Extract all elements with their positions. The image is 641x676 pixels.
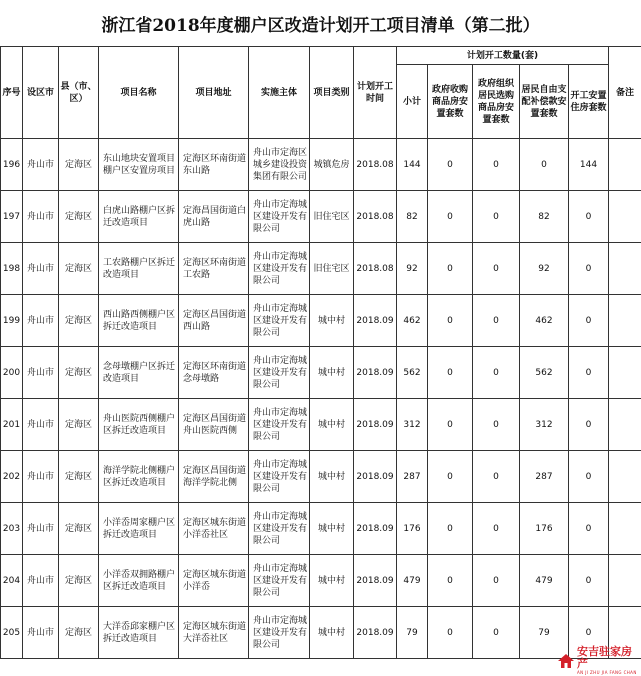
house-logo-icon	[557, 652, 575, 670]
row-plan-time: 2018.09	[354, 451, 397, 503]
row-gov-organized: 0	[473, 399, 520, 451]
row-project-name: 大洋岙邱家棚户区拆迁改造项目	[99, 607, 179, 659]
row-entity: 舟山市定海城区建设开发有限公司	[249, 607, 310, 659]
row-subtotal: 92	[397, 243, 428, 295]
project-table	[0, 46, 641, 659]
row-start-housing: 0	[569, 399, 609, 451]
row-subtotal: 79	[397, 607, 428, 659]
row-project-name: 白虎山路棚户区拆迁改造项目	[99, 191, 179, 243]
header-entity: 实施主体	[249, 47, 310, 139]
row-start-housing: 0	[569, 243, 609, 295]
row-self-purchase: 176	[520, 503, 569, 555]
row-project-name: 东山地块安置项目棚户区安置房项目	[99, 139, 179, 191]
row-gov-purchase: 0	[428, 399, 473, 451]
row-plan-time: 2018.09	[354, 503, 397, 555]
row-plan-time: 2018.09	[354, 555, 397, 607]
row-city: 舟山市	[23, 503, 59, 555]
row-entity: 舟山市定海城区建设开发有限公司	[249, 503, 310, 555]
header-county: 县（市、区）	[59, 47, 99, 139]
row-city: 舟山市	[23, 295, 59, 347]
row-category: 城中村	[310, 555, 354, 607]
table-row	[1, 347, 641, 399]
row-entity: 舟山市定海城区建设开发有限公司	[249, 243, 310, 295]
row-self-purchase: 562	[520, 347, 569, 399]
row-gov-purchase: 0	[428, 243, 473, 295]
row-entity: 舟山市定海城区建设开发有限公司	[249, 451, 310, 503]
row-project-name: 念母墩棚户区拆迁改造项目	[99, 347, 179, 399]
header-category: 项目类别	[310, 47, 354, 139]
row-remark	[609, 555, 641, 607]
row-self-purchase: 82	[520, 191, 569, 243]
watermark-text: 安吉驻家房产	[577, 646, 639, 670]
row-gov-purchase: 0	[428, 607, 473, 659]
row-gov-purchase: 0	[428, 347, 473, 399]
row-seq: 200	[1, 347, 23, 399]
row-category: 城中村	[310, 503, 354, 555]
header-address: 项目地址	[179, 47, 249, 139]
row-seq: 199	[1, 295, 23, 347]
row-entity: 舟山市定海城区建设开发有限公司	[249, 347, 310, 399]
row-city: 舟山市	[23, 139, 59, 191]
row-seq: 197	[1, 191, 23, 243]
row-county: 定海区	[59, 555, 99, 607]
row-entity: 舟山市定海城区建设开发有限公司	[249, 555, 310, 607]
row-subtotal: 462	[397, 295, 428, 347]
row-subtotal: 312	[397, 399, 428, 451]
table-row	[1, 191, 641, 243]
header-plan-group: 计划开工数量(套)	[397, 47, 609, 65]
row-remark	[609, 347, 641, 399]
row-project-name: 西山路西侧棚户区拆迁改造项目	[99, 295, 179, 347]
table-row	[1, 451, 641, 503]
row-start-housing: 0	[569, 607, 609, 659]
row-city: 舟山市	[23, 607, 59, 659]
header-gov-purchase: 政府收购商品房安置套数	[428, 65, 473, 139]
row-plan-time: 2018.09	[354, 607, 397, 659]
row-gov-organized: 0	[473, 451, 520, 503]
row-plan-time: 2018.09	[354, 295, 397, 347]
row-seq: 202	[1, 451, 23, 503]
row-address: 定海区环南街道念母墩路	[179, 347, 249, 399]
header-start-housing: 开工安置住房套数	[569, 65, 609, 139]
row-gov-purchase: 0	[428, 295, 473, 347]
row-remark	[609, 295, 641, 347]
row-plan-time: 2018.08	[354, 191, 397, 243]
row-seq: 196	[1, 139, 23, 191]
row-category: 城中村	[310, 347, 354, 399]
row-address: 定海区环南街道工农路	[179, 243, 249, 295]
row-self-purchase: 0	[520, 139, 569, 191]
row-start-housing: 0	[569, 191, 609, 243]
header-project-name: 项目名称	[99, 47, 179, 139]
row-entity: 舟山市定海城区建设开发有限公司	[249, 295, 310, 347]
row-subtotal: 562	[397, 347, 428, 399]
row-plan-time: 2018.09	[354, 347, 397, 399]
row-address: 定海区城东街道大洋岙社区	[179, 607, 249, 659]
row-subtotal: 287	[397, 451, 428, 503]
row-seq: 204	[1, 555, 23, 607]
row-city: 舟山市	[23, 555, 59, 607]
row-county: 定海区	[59, 243, 99, 295]
row-remark	[609, 243, 641, 295]
row-project-name: 舟山医院西侧棚户区拆迁改造项目	[99, 399, 179, 451]
row-self-purchase: 462	[520, 295, 569, 347]
table-row	[1, 607, 641, 659]
row-county: 定海区	[59, 139, 99, 191]
row-category: 城中村	[310, 295, 354, 347]
row-start-housing: 0	[569, 555, 609, 607]
row-project-name: 小洋岙周家棚户区拆迁改造项目	[99, 503, 179, 555]
table-row	[1, 295, 641, 347]
table-row	[1, 139, 641, 191]
header-gov-organized: 政府组织居民选购商品房安置套数	[473, 65, 520, 139]
row-start-housing: 0	[569, 503, 609, 555]
row-project-name: 海洋学院北侧棚户区拆迁改造项目	[99, 451, 179, 503]
row-entity: 舟山市定海城区建设开发有限公司	[249, 191, 310, 243]
row-city: 舟山市	[23, 191, 59, 243]
row-plan-time: 2018.08	[354, 243, 397, 295]
row-entity: 舟山市定海城区建设开发有限公司	[249, 399, 310, 451]
row-gov-purchase: 0	[428, 451, 473, 503]
row-address: 定海区环南街道东山路	[179, 139, 249, 191]
row-self-purchase: 79	[520, 607, 569, 659]
row-category: 城中村	[310, 451, 354, 503]
header-seq: 序号	[1, 47, 23, 139]
row-city: 舟山市	[23, 451, 59, 503]
row-city: 舟山市	[23, 347, 59, 399]
row-gov-organized: 0	[473, 295, 520, 347]
row-county: 定海区	[59, 607, 99, 659]
table-row	[1, 399, 641, 451]
row-category: 旧住宅区	[310, 191, 354, 243]
table-row	[1, 503, 641, 555]
row-county: 定海区	[59, 451, 99, 503]
row-county: 定海区	[59, 191, 99, 243]
row-subtotal: 176	[397, 503, 428, 555]
row-remark	[609, 139, 641, 191]
row-subtotal: 82	[397, 191, 428, 243]
row-plan-time: 2018.08	[354, 139, 397, 191]
header-plan-time: 计划开工时间	[354, 47, 397, 139]
row-start-housing: 0	[569, 295, 609, 347]
row-gov-organized: 0	[473, 503, 520, 555]
header-remark: 备注	[609, 47, 641, 139]
row-start-housing: 0	[569, 451, 609, 503]
row-seq: 201	[1, 399, 23, 451]
watermark	[557, 649, 639, 673]
row-remark	[609, 191, 641, 243]
row-category: 城中村	[310, 399, 354, 451]
row-subtotal: 144	[397, 139, 428, 191]
row-remark	[609, 451, 641, 503]
row-seq: 198	[1, 243, 23, 295]
row-gov-organized: 0	[473, 191, 520, 243]
row-county: 定海区	[59, 503, 99, 555]
header-subtotal: 小计	[397, 65, 428, 139]
row-subtotal: 479	[397, 555, 428, 607]
row-city: 舟山市	[23, 243, 59, 295]
row-entity: 舟山市定海区城乡建设投资集团有限公司	[249, 139, 310, 191]
watermark-subtext: AN JI ZHU JIA FANG CHAN	[577, 670, 639, 676]
row-self-purchase: 92	[520, 243, 569, 295]
row-gov-organized: 0	[473, 607, 520, 659]
row-address: 定海区城东街道小洋岙社区	[179, 503, 249, 555]
row-remark	[609, 399, 641, 451]
row-gov-purchase: 0	[428, 139, 473, 191]
header-self-purchase: 居民自由支配补偿款安置套数	[520, 65, 569, 139]
row-county: 定海区	[59, 295, 99, 347]
row-gov-organized: 0	[473, 243, 520, 295]
row-plan-time: 2018.09	[354, 399, 397, 451]
row-gov-purchase: 0	[428, 503, 473, 555]
row-city: 舟山市	[23, 399, 59, 451]
table-row	[1, 243, 641, 295]
header-city: 设区市	[23, 47, 59, 139]
row-address: 定海区昌国街道海洋学院北侧	[179, 451, 249, 503]
table-row	[1, 555, 641, 607]
row-county: 定海区	[59, 399, 99, 451]
row-seq: 205	[1, 607, 23, 659]
table-body	[1, 139, 641, 659]
row-category: 旧住宅区	[310, 243, 354, 295]
row-self-purchase: 287	[520, 451, 569, 503]
row-address: 定海区城东街道小洋岙	[179, 555, 249, 607]
table-header	[1, 47, 641, 139]
row-start-housing: 144	[569, 139, 609, 191]
row-gov-purchase: 0	[428, 555, 473, 607]
row-address: 定海昌国街道白虎山路	[179, 191, 249, 243]
row-county: 定海区	[59, 347, 99, 399]
row-seq: 203	[1, 503, 23, 555]
row-gov-organized: 0	[473, 555, 520, 607]
row-self-purchase: 479	[520, 555, 569, 607]
row-gov-organized: 0	[473, 139, 520, 191]
row-gov-purchase: 0	[428, 191, 473, 243]
row-category: 城镇危房	[310, 139, 354, 191]
row-remark	[609, 503, 641, 555]
row-project-name: 工农路棚户区拆迁改造项目	[99, 243, 179, 295]
row-category: 城中村	[310, 607, 354, 659]
row-self-purchase: 312	[520, 399, 569, 451]
row-gov-organized: 0	[473, 347, 520, 399]
row-project-name: 小洋岙双拥路棚户区拆迁改造项目	[99, 555, 179, 607]
page-title: 浙江省2018年度棚户区改造计划开工项目清单（第二批）	[0, 0, 641, 46]
row-address: 定海区昌国街道西山路	[179, 295, 249, 347]
row-start-housing: 0	[569, 347, 609, 399]
row-address: 定海区昌国街道舟山医院西侧	[179, 399, 249, 451]
